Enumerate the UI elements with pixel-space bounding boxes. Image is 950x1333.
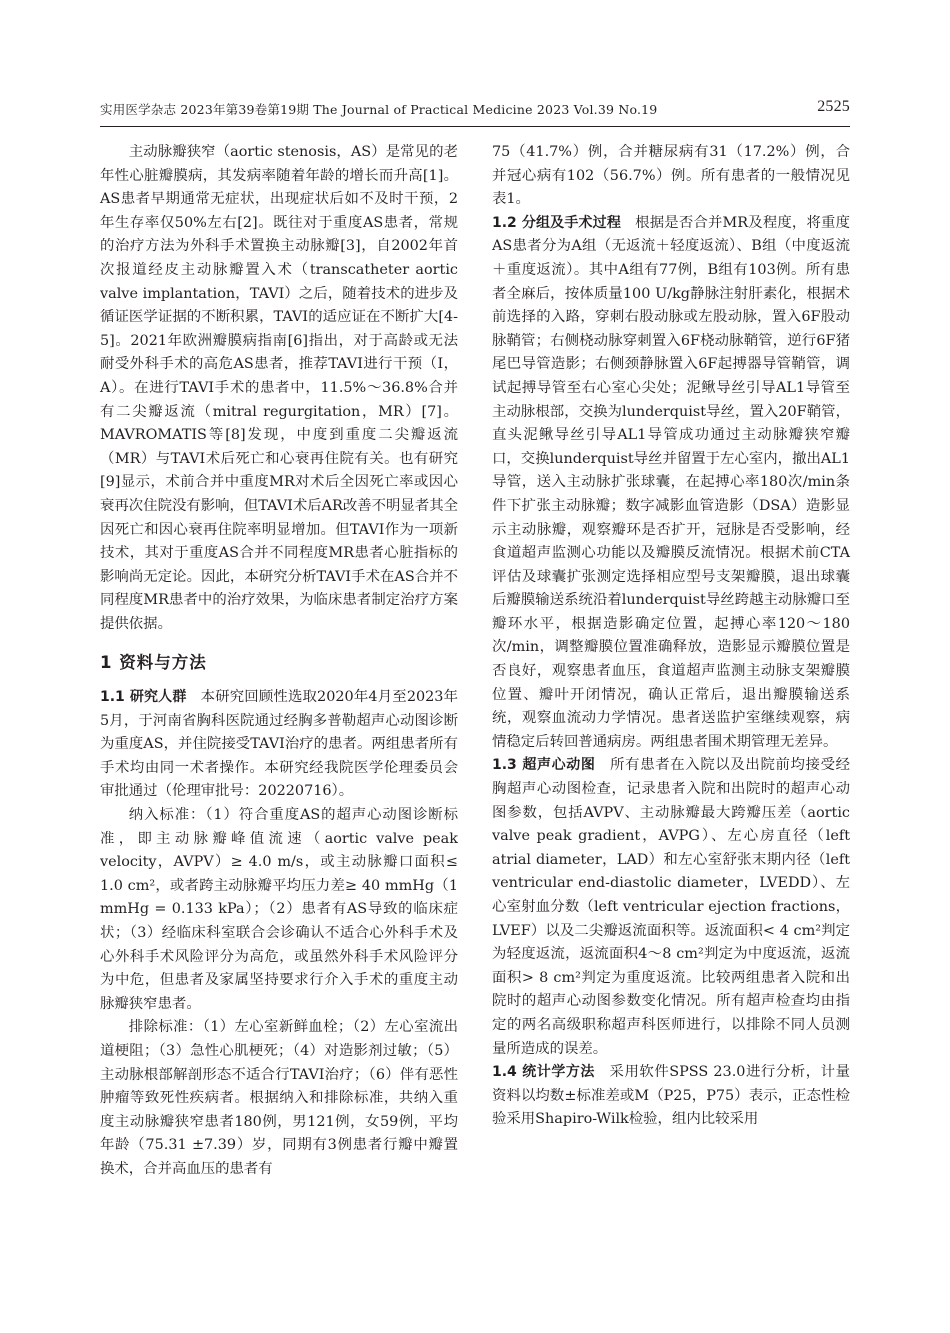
section-1-3 — [492, 754, 850, 1061]
section-1-4 — [492, 1061, 850, 1132]
section-1-1-text: 本研究回顾性选取2020年4月至2023年5月，于河南省胸科医院通过经胸多普勒超声心动图诊断为重度AS，并住院接受TAVI治疗的患者。两组患者所有手术均由同一术者操作。本研究经我院医学伦理委员会审批通过（伦理审批号：20220716）。 — [100, 689, 458, 800]
page-number: 2525 — [817, 98, 850, 115]
section-1-2-text: 根据是否合并MR及程度，将重度AS患者分为A组（无返流＋轻度返流）、B组（中度返流＋重度返流）。其中A组有77例，B组有103例。所有患者全麻后，按体质量100 U/kg静脉注射肝素化，根据术前选择的入路，穿刺右股动脉或左股动脉，置入6F股动脉鞘管；右侧桡动脉穿刺置入6F桡动脉鞘管，逆行6F猪尾巴导管造影；右侧颈静脉置入6F起搏器导管鞘管，调试起搏导管至右心室心尖处；泥鳅导丝引导AL1导管至主动脉根部，交换为lunderquist导丝，置入20F鞘管，直头泥鳅导丝引导AL1导管成功通过主动脉瓣狭窄瓣口，交换lunderquist导丝并留置于左心室内，撤出AL1导管，送入主动脉扩张球囊，在起搏心率180次/min条件下扩张主动脉瓣；数字减影血管造影（DSA）造影显示主动脉瓣，观察瓣环是否扩开，冠脉是否受影响，经食道超声监测心功能以及瓣膜反流情况。根据术前CTA评估及球囊扩张测定选择相应型号支架瓣膜，退出球囊后瓣膜输送系统沿着lunderquist导丝跨越主动脉瓣口至瓣环水平，根据造影确定位置，起搏心率120～180次/min，调整瓣膜位置准确释放，造影显示瓣膜位置是否良好，观察患者血压，食道超声监测主动脉支架瓣膜位置、瓣叶开闭情况，确认正常后，退出瓣膜输送系统，观察血流动力学情况。患者送监护室继续观察，病情稳定后转回普通病房。两组患者围术期管理无差异。 — [492, 214, 850, 750]
header-rule — [100, 126, 850, 127]
section-1-3-text: 所有患者在入院以及出院前均接受经胸超声心动图检查，记录患者入院和出院时的超声心动图参数，包括AVPV、主动脉瓣最大跨瓣压差（aortic valve peak gradient，AVPG）、左心房直径（left atrial diameter，LAD）和左心室舒张末期内径（left ventricular end-diastolic diameter，LVEDD）、左心室射血分数（left ventricular ejection fractions，LVEF）以及二尖瓣返流面积等。返流面积< 4 cm²判定为轻度返流，返流面积4～8 cm²判定为中度返流，返流面积> 8 cm²判定为重度返流。比较两组患者入院和出院时的超声心动图参数变化情况。所有超声检查均由指定的两名高级职称超声科医师进行，以排除不同人员测量所造成的误差。 — [492, 757, 850, 1057]
section-1-2-title: 1.2 分组及手术过程 — [492, 214, 622, 231]
section-1-2 — [492, 212, 850, 755]
running-header — [100, 98, 850, 120]
continuation-paragraph: 75（41.7%）例，合并糖尿病有31（17.2%）例，合并冠心病有102（56.7%）例。所有患者的一般情况见表1。 — [492, 144, 850, 208]
journal-line: 实用医学杂志 2023年第39卷第19期 The Journal of Practical Medicine 2023 Vol.39 No.19 — [100, 102, 658, 117]
section-1-1-title: 1.1 研究人群 — [100, 689, 187, 706]
inclusion-criteria: 纳入标准：（1）符合重度AS的超声心动图诊断标准，即主动脉瓣峰值流速（aortic valve peak velocity，AVPV）≥ 4.0 m/s，或主动脉瓣口面积≤ 1.0 cm²，或者跨主动脉瓣平均压力差≥ 40 mmHg（1 mmHg = 0.133 kPa）；（2）患者有AS导致的临床症状；（3）经临床科室联合会诊确认不适合心外科手术及心外科手术风险评分为高危，或虽然外科手术风险评分为中危，但患者及家属坚持要求行介入手术的重度主动脉瓣狭窄患者。 — [100, 807, 458, 1012]
section-1-4-text: 采用软件SPSS 23.0进行分析，计量资料以均数±标准差或M（P25，P75）表示，正态性检验采用Shapiro-Wilk检验，组内比较采用 — [492, 1064, 850, 1128]
section-title: 1 资料与方法 — [100, 653, 207, 673]
section-1-4-title: 1.4 统计学方法 — [492, 1064, 595, 1081]
section-1-1 — [100, 686, 458, 804]
right-column — [492, 141, 850, 1132]
exclusion-criteria: 排除标准：（1）左心室新鲜血栓；（2）左心室流出道梗阻；（3）急性心肌梗死；（4）对造影剂过敏；（5）主动脉根部解剖形态不适合行TAVI治疗；（6）伴有恶性肿瘤等致死性疾病者。根据纳入和排除标准，共纳入重度主动脉瓣狭窄患者180例，男121例，女59例，平均年龄（75.31 ±7.39）岁，同期有3例患者行瓣中瓣置换术，合并高血压的患者有 — [100, 1019, 458, 1177]
intro-paragraph: 主动脉瓣狭窄（aortic stenosis，AS）是常见的老年性心脏瓣膜病，其发病率随着年龄的增长而升高[1]。AS患者早期通常无症状，出现症状后如不及时干预，2年生存率仅50%左右[2]。既往对于重度AS患者，常规的治疗方法为外科手术置换主动脉瓣[3]，自2002年首次报道经皮主动脉瓣置入术（transcatheter aortic valve implantation，TAVI）之后，随着技术的进步及循证医学证据的不断积累，TAVI的适应证在不断扩大[4-5]。2021年欧洲瓣膜病指南[6]指出，对于高龄或无法耐受外科手术的高危AS患者，推荐TAVI进行干预（I，A）。在进行TAVI手术的患者中，11.5%～36.8%合并有二尖瓣返流（mitral regurgitation，MR）[7]。MAVROMATIS等[8]发现，中度到重度二尖瓣返流（MR）与TAVI术后死亡和心衰再住院有关。也有研究[9]显示，术前合并中重度MR对术后全因死亡率或因心衰再次住院没有影响，但TAVI术后AR改善不明显者其全因死亡和因心衰再住院率明显增加。但TAVI作为一项新技术，其对于重度AS合并不同程度MR患者心脏指标的影响尚无定论。因此，本研究分析TAVI手术在AS合并不同程度MR患者中的治疗效果，为临床患者制定治疗方案提供依据。 — [100, 144, 458, 632]
left-column — [100, 141, 458, 1182]
section-1-3-title: 1.3 超声心动图 — [492, 757, 596, 774]
